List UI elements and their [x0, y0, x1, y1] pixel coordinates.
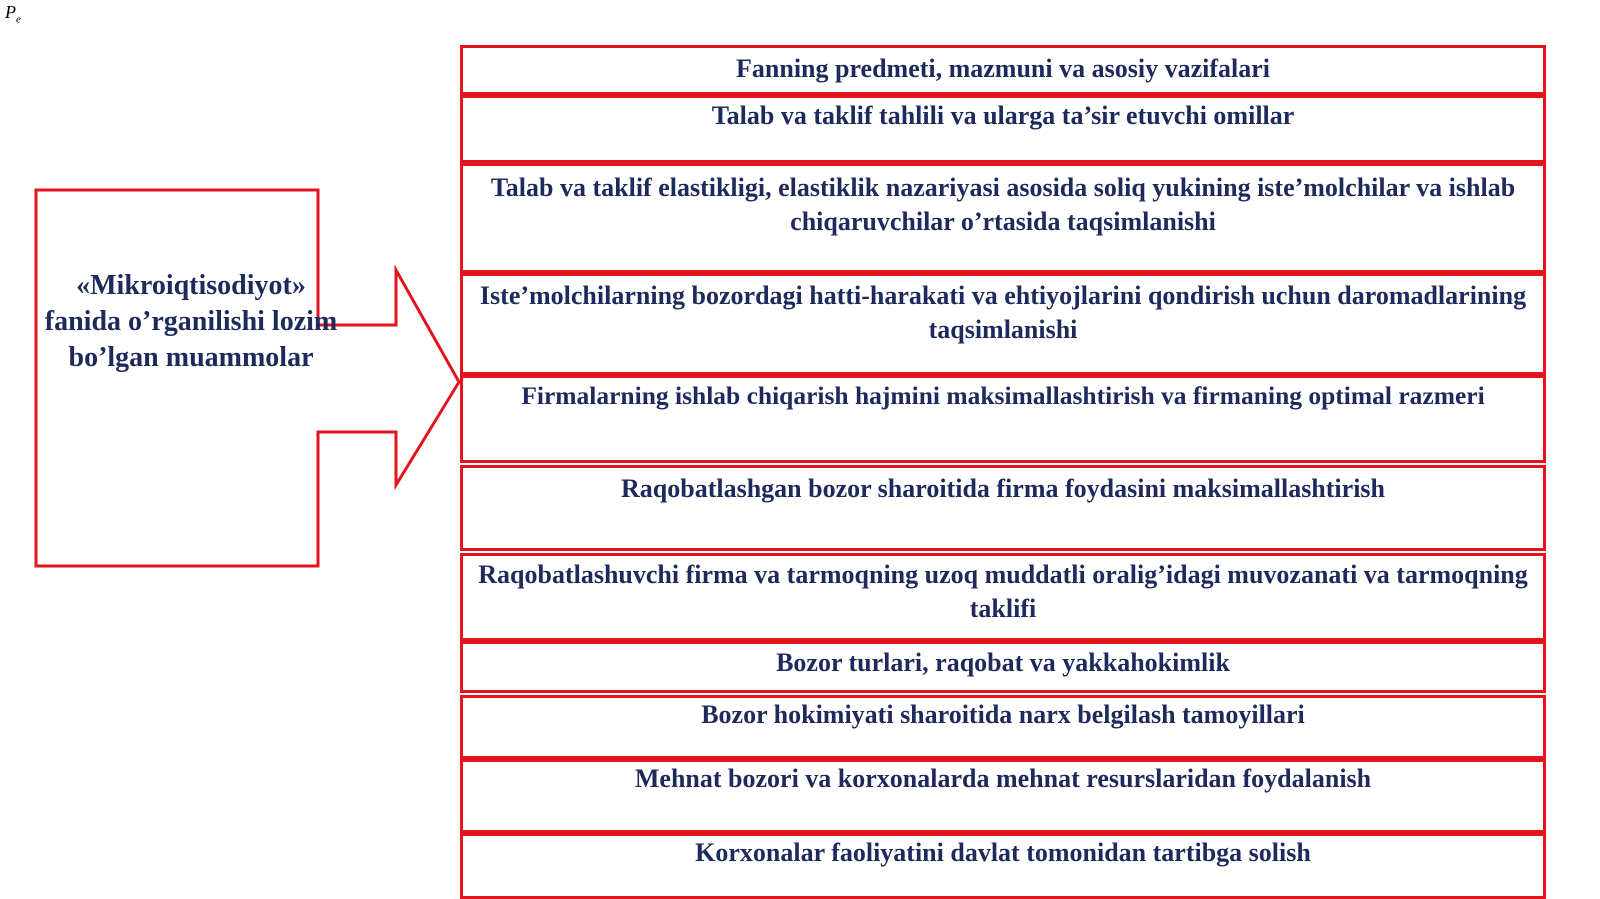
topic-label: Fanning predmeti, mazmuni va asosiy vazifalari [736, 54, 1270, 83]
callout-arrow-outline [36, 190, 459, 566]
topic-box-6 [460, 465, 1546, 551]
topic-box-5 [460, 375, 1546, 463]
topic-label: Iste’molchilarning bozordagi hatti-harakati va ehtiyojlarini qondirish uchun daromadlarining taqsimlanishi [479, 281, 1527, 344]
topic-box-2 [460, 95, 1546, 163]
corner-label-sub: e [16, 13, 21, 26]
topic-label: Korxonalar faoliyatini davlat tomonidan tartibga solish [695, 838, 1311, 867]
topic-box-9 [460, 695, 1546, 759]
topic-label: Firmalarning ishlab chiqarish hajmini maksimallashtirish va firmaning optimal razmeri [521, 381, 1485, 410]
topic-label: Talab va taklif tahlili va ularga ta’sir etuvchi omillar [711, 101, 1295, 130]
topic-label: Raqobatlashuvchi firma va tarmoqning uzoq muddatli oralig’idagi muvozanati va tarmoqning taklifi [478, 560, 1528, 623]
topic-label: Bozor turlari, raqobat va yakkahokimlik [776, 648, 1230, 677]
topic-box-1 [460, 45, 1546, 95]
topic-box-3 [460, 163, 1546, 273]
topic-box-4 [460, 273, 1546, 375]
topic-label: Raqobatlashgan bozor sharoitida firma foydasini maksimallashtirish [621, 474, 1385, 503]
topic-box-8 [460, 641, 1546, 693]
source-label: «Mikroiqtisodiyot» fanida o’rganilishi lozim bo’lgan muammolar [44, 270, 338, 373]
topic-box-7 [460, 553, 1546, 641]
topic-box-10 [460, 759, 1546, 833]
topic-box-11 [460, 833, 1546, 899]
topic-label: Talab va taklif elastikligi, elastiklik nazariyasi asosida soliq yukining iste’molchilar va ishlab chiqaruvchilar o’rtasida taqsimlanishi [490, 173, 1516, 236]
corner-label-base: P [5, 2, 16, 22]
topic-label: Mehnat bozori va korxonalarda mehnat resurslaridan foydalanish [634, 764, 1372, 793]
topic-label: Bozor hokimiyati sharoitida narx belgilash tamoyillari [701, 700, 1305, 729]
